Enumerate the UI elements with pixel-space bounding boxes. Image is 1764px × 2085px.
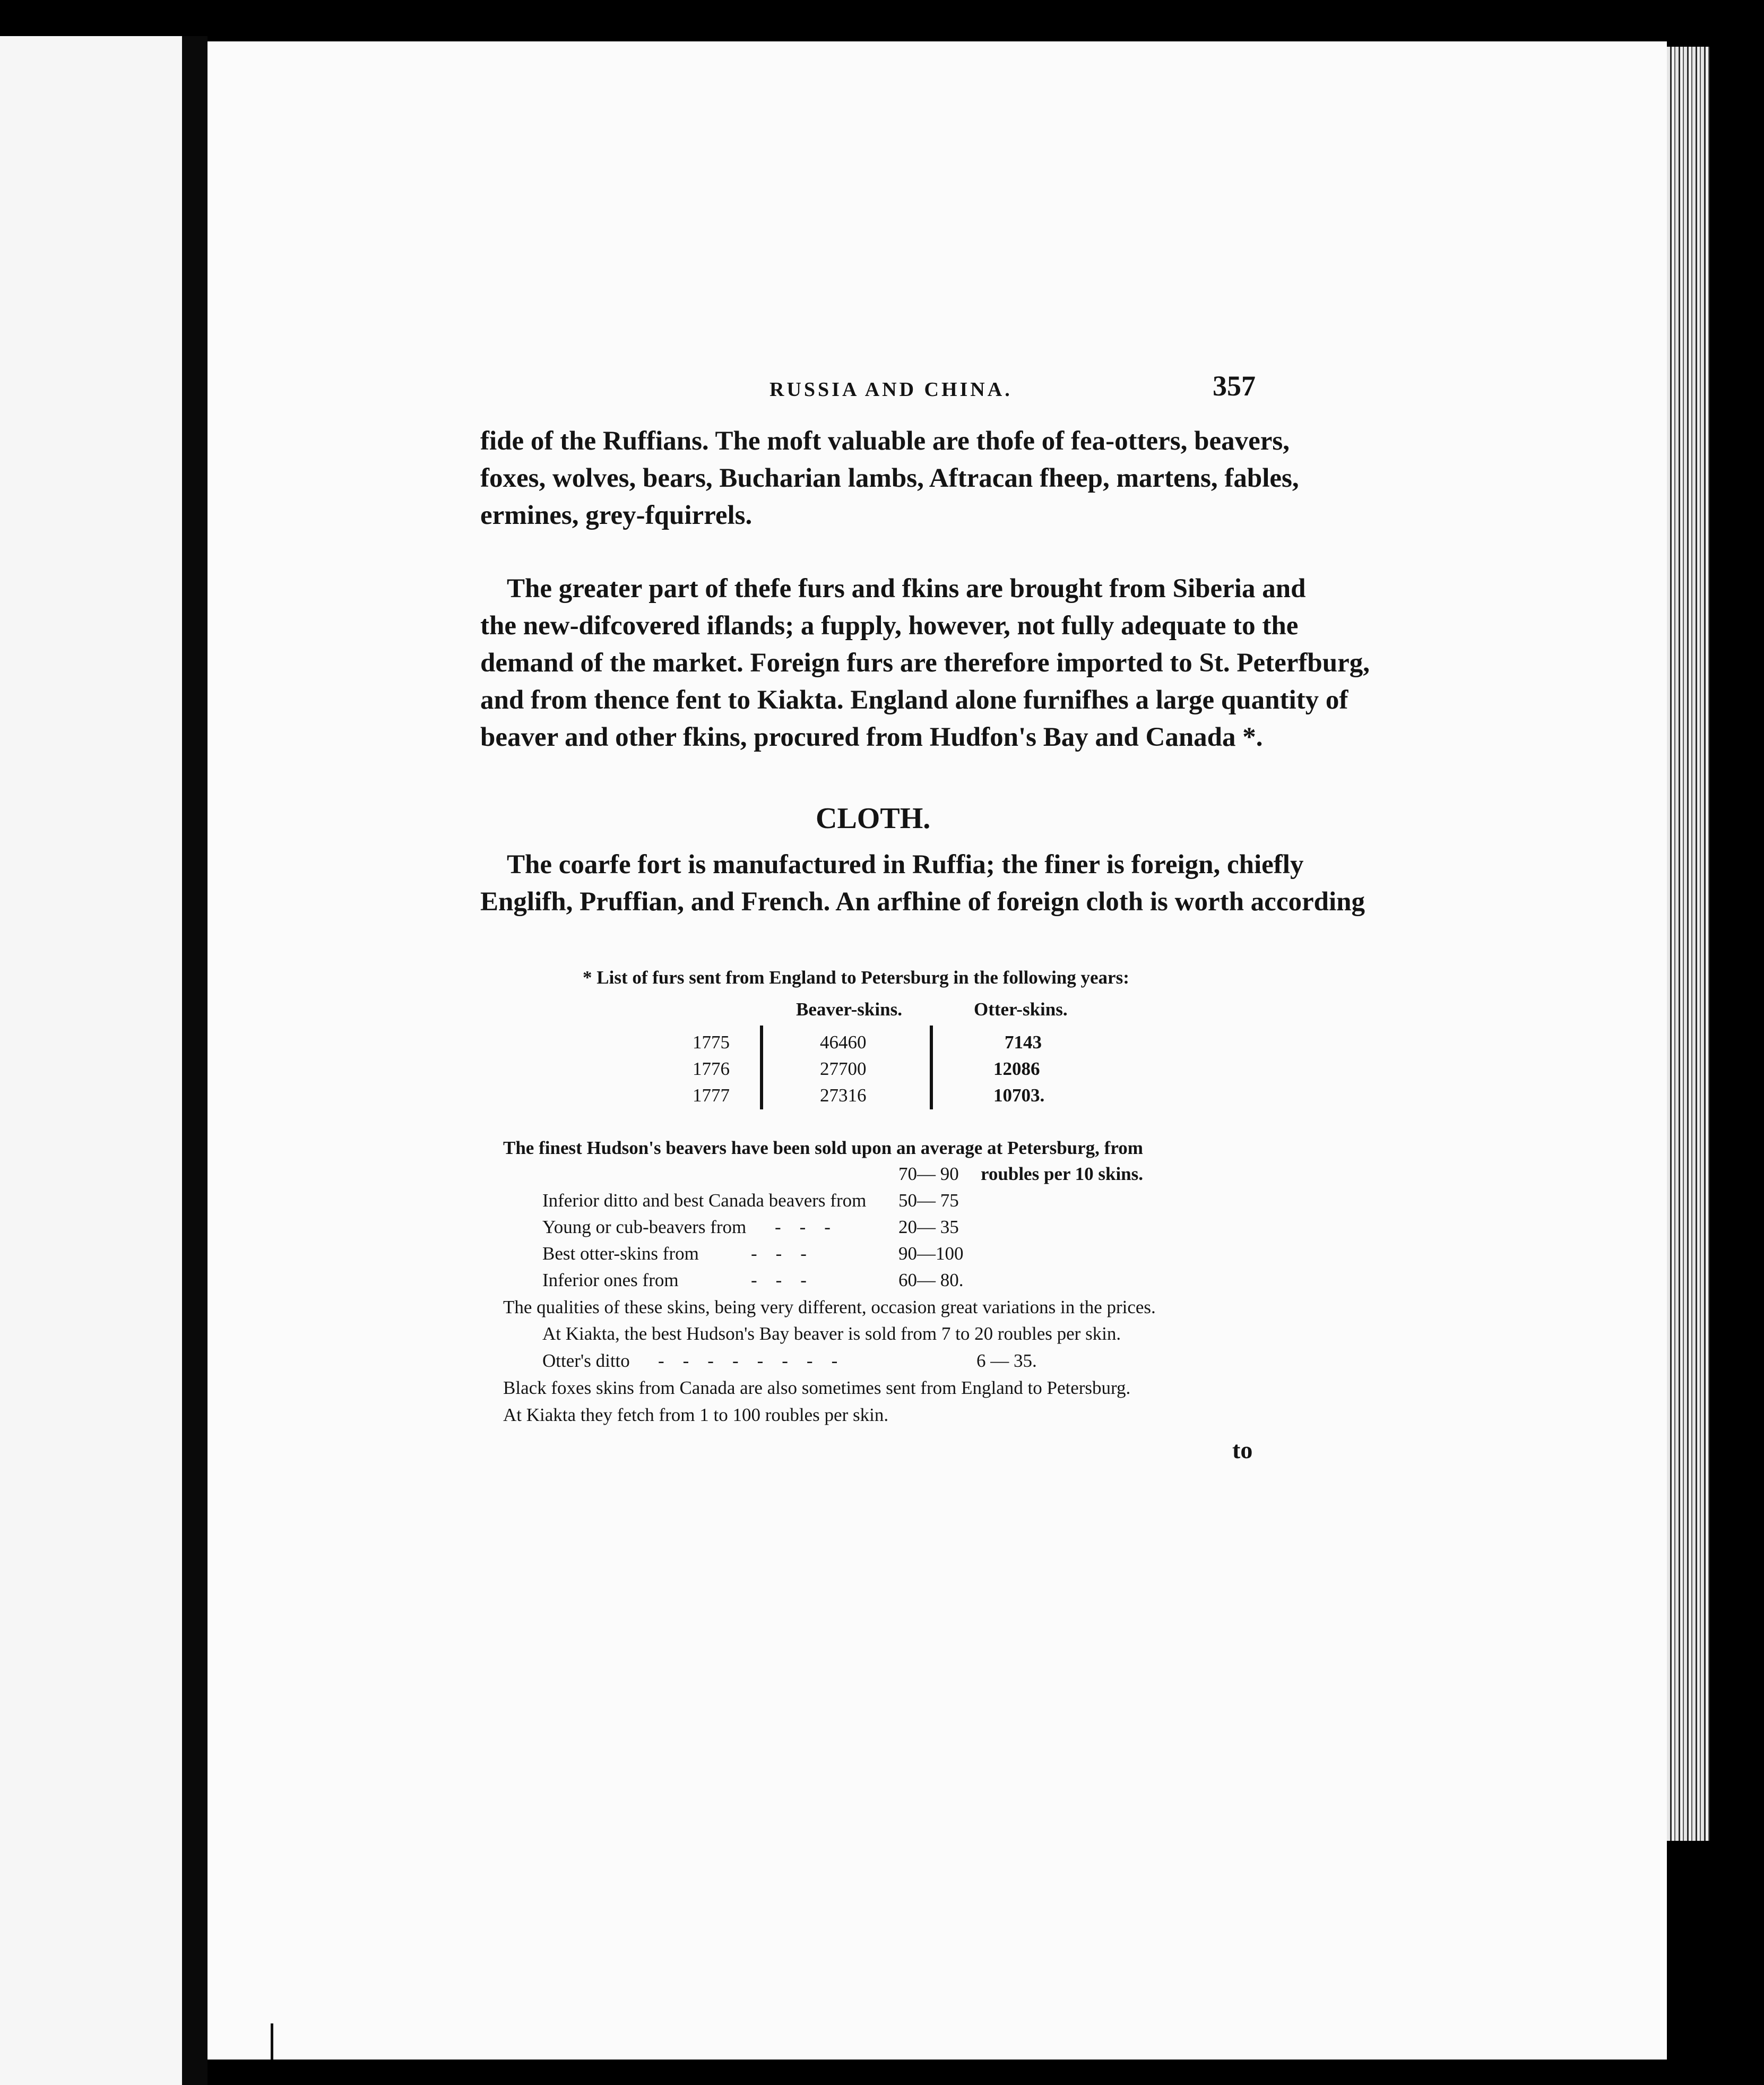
body-line-3: ermines, grey-fquirrels. bbox=[480, 501, 753, 530]
price-dashes-inferior-otter: - - - bbox=[751, 1270, 807, 1290]
table-beaver-1776: 27700 bbox=[820, 1058, 867, 1079]
left-facing-page bbox=[0, 36, 182, 2085]
body-line-6: demand of the market. Foreign furs are therefore imported to St. Peterfburg, bbox=[480, 648, 1370, 678]
kiakta-beaver-note: At Kiakta, the best Hudson's Bay beaver is sold from 7 to 20 roubles per skin. bbox=[542, 1323, 1121, 1344]
table-year-1777: 1777 bbox=[693, 1085, 730, 1106]
page-sheet bbox=[207, 41, 1667, 2085]
body-line-2: foxes, wolves, bears, Bucharian lambs, Aftracan fheep, martens, fables, bbox=[480, 463, 1299, 493]
body-line-7: and from thence fent to Kiakta. England alone furnifhes a large quantity of bbox=[480, 685, 1348, 715]
scan-border bbox=[207, 2060, 1764, 2085]
otter-ditto-range: 6 — 35. bbox=[976, 1350, 1037, 1371]
table-year-1775: 1775 bbox=[693, 1032, 730, 1053]
table-year-1776: 1776 bbox=[693, 1058, 730, 1079]
otter-ditto-dashes: - - - - - - - - bbox=[658, 1350, 838, 1371]
page-edges bbox=[1667, 47, 1709, 1841]
price-range-best-otter: 90—100 bbox=[898, 1243, 964, 1264]
kiakta-fetch-note: At Kiakta they fetch from 1 to 100 roubles per skin. bbox=[503, 1405, 889, 1425]
table-otter-1775: 7143 bbox=[1005, 1032, 1042, 1053]
table-header-otter: Otter-skins. bbox=[974, 999, 1068, 1020]
price-label-best-otter: Best otter-skins from bbox=[542, 1243, 699, 1264]
page-number: 357 bbox=[1213, 370, 1256, 402]
price-range-finest: 70— 90 bbox=[898, 1164, 959, 1184]
body-line-1: fide of the Ruffians. The moft valuable are thofe of fea-otters, beavers, bbox=[480, 426, 1290, 456]
table-beaver-1777: 27316 bbox=[820, 1085, 867, 1106]
price-label-inferior-otter: Inferior ones from bbox=[542, 1270, 679, 1290]
black-foxes-note: Black foxes skins from Canada are also sometimes sent from England to Petersburg. bbox=[503, 1377, 1131, 1398]
table-rule-left bbox=[760, 1026, 763, 1109]
running-head: RUSSIA AND CHINA. bbox=[769, 378, 1013, 401]
price-range-inferior-otter: 60— 80. bbox=[898, 1270, 964, 1290]
section-heading: CLOTH. bbox=[816, 802, 931, 835]
body-line-9: The coarfe fort is manufactured in Ruffia; the finer is foreign, chiefly bbox=[507, 850, 1304, 880]
price-dashes-cub-beavers: - - - bbox=[775, 1217, 831, 1237]
footnote-intro: * List of furs sent from England to Petersburg in the following years: bbox=[583, 967, 1129, 988]
table-otter-1776: 12086 bbox=[993, 1058, 1040, 1079]
body-line-8: beaver and other fkins, procured from Hudfon's Bay and Canada *. bbox=[480, 722, 1263, 752]
table-otter-1777: 10703. bbox=[993, 1085, 1045, 1106]
price-range-inferior-canada: 50— 75 bbox=[898, 1190, 959, 1211]
table-beaver-1775: 46460 bbox=[820, 1032, 867, 1053]
table-header-beaver: Beaver-skins. bbox=[796, 999, 902, 1020]
body-line-10: Englifh, Pruffian, and French. An arfhine of foreign cloth is worth according bbox=[480, 887, 1365, 917]
catchword: to bbox=[1232, 1436, 1253, 1463]
body-line-5: the new-difcovered iflands; a fupply, however, not fully adequate to the bbox=[480, 611, 1299, 641]
price-dashes-best-otter: - - - bbox=[751, 1243, 807, 1264]
otter-ditto-label: Otter's ditto bbox=[542, 1350, 630, 1371]
table-rule-right bbox=[930, 1026, 933, 1109]
price-label-cub-beavers: Young or cub-beavers from bbox=[542, 1217, 747, 1237]
book-gutter bbox=[182, 36, 207, 2085]
price-unit: roubles per 10 skins. bbox=[981, 1164, 1144, 1184]
body-line-4: The greater part of thefe furs and fkins are brought from Siberia and bbox=[507, 574, 1306, 604]
qualities-note: The qualities of these skins, being very different, occasion great variations in the prices. bbox=[503, 1297, 1156, 1317]
price-range-cub-beavers: 20— 35 bbox=[898, 1217, 959, 1237]
price-label-inferior-canada: Inferior ditto and best Canada beavers from bbox=[542, 1190, 867, 1211]
price-intro: The finest Hudson's beavers have been sold upon an average at Petersburg, from bbox=[503, 1138, 1143, 1158]
scan-mark bbox=[271, 2023, 273, 2060]
